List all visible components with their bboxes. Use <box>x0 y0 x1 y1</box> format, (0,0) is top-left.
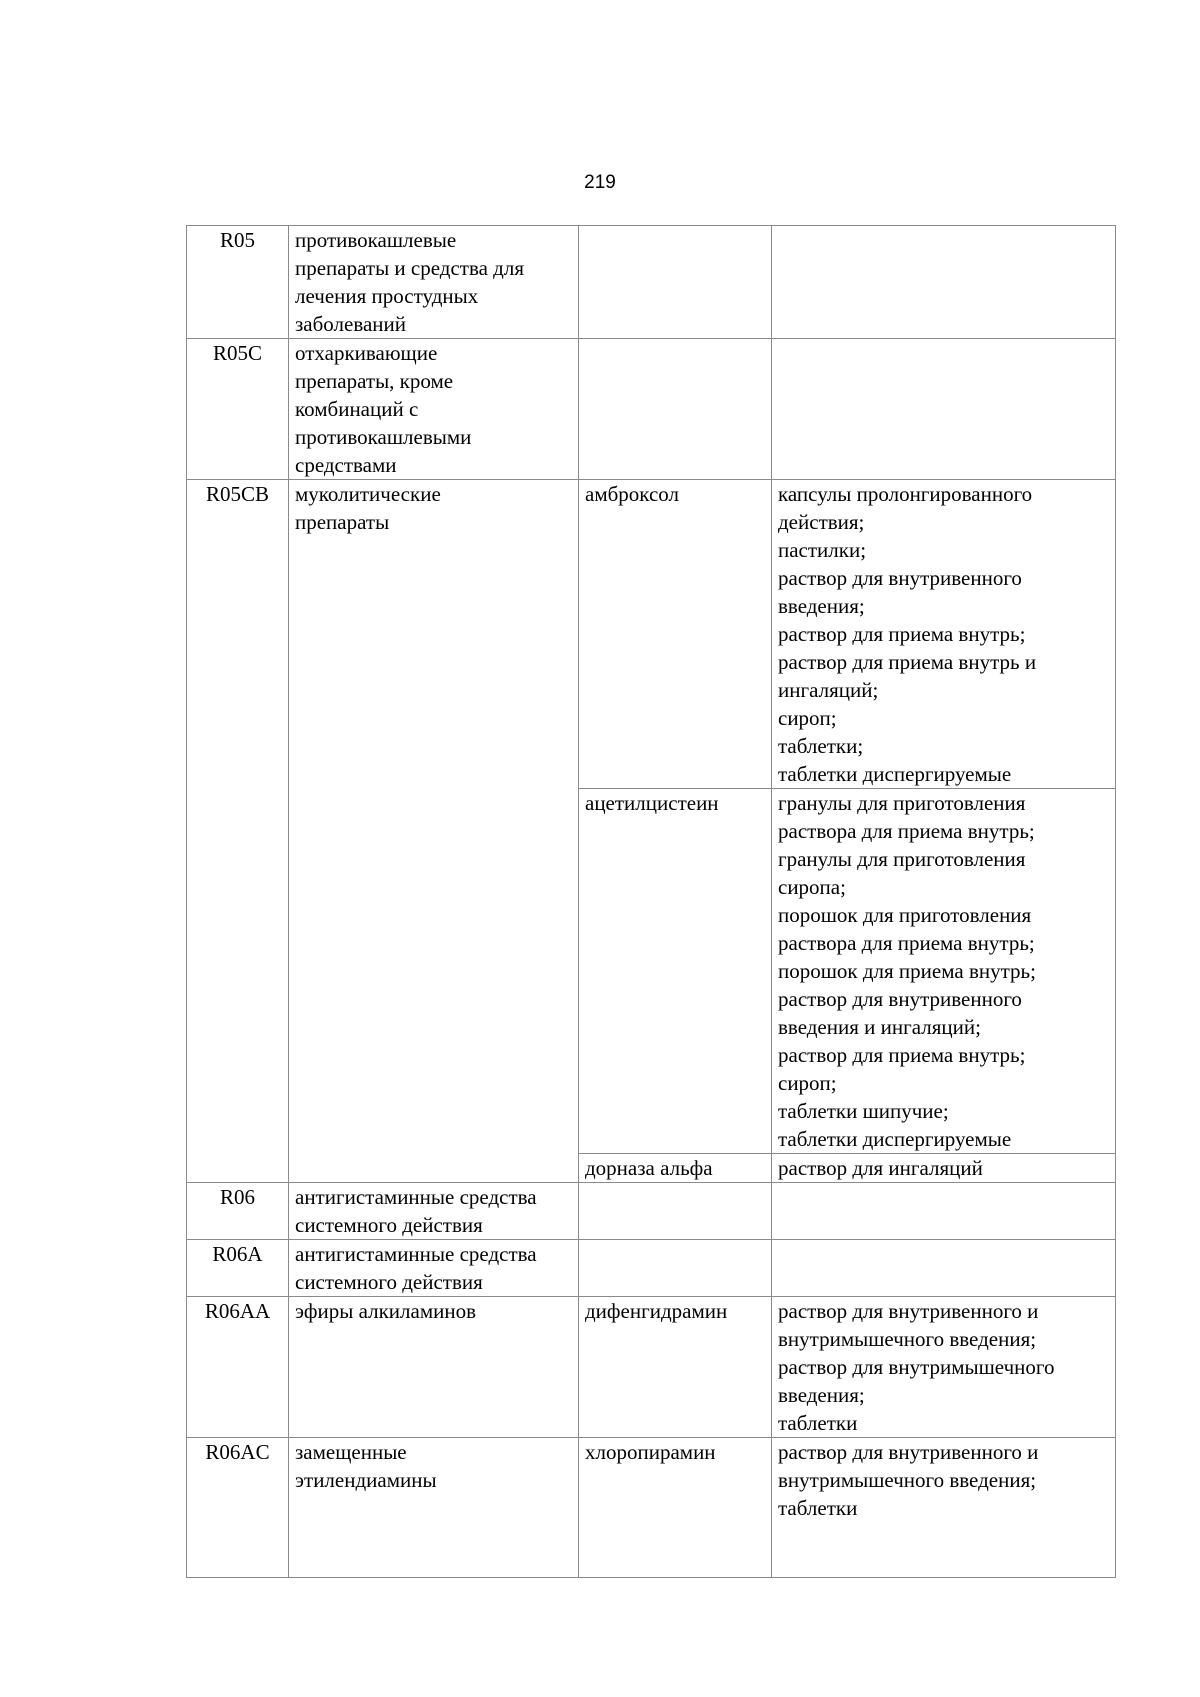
dosage-form-cell <box>772 1438 1116 1578</box>
dosage-form-line: раствор для внутривенного <box>778 566 1022 590</box>
atc-code-cell: R06AC <box>187 1438 289 1578</box>
group-name-line: препараты, кроме <box>295 369 454 393</box>
group-name-line: средствами <box>295 453 397 477</box>
page-number: 219 <box>584 172 616 193</box>
dosage-form-line: порошок для приема внутрь; <box>778 959 1036 983</box>
dosage-form-cell <box>772 339 1116 480</box>
group-name-line: системного действия <box>295 1270 483 1294</box>
drug-name-cell <box>579 339 772 480</box>
table-row <box>187 339 1116 480</box>
dosage-form-line: раствор для внутривенного и <box>778 1440 1039 1464</box>
dosage-form-line: раствор для внутривенного и <box>778 1299 1039 1323</box>
dosage-form-line: сироп; <box>778 1071 837 1095</box>
group-name-line: лечения простудных <box>295 284 479 308</box>
dosage-form-line: раствор для ингаляций <box>778 1156 983 1180</box>
dosage-form-cell <box>772 1240 1116 1297</box>
dosage-form-line: гранулы для приготовления <box>778 847 1026 871</box>
drug-name-cell <box>579 226 772 339</box>
group-name-cell <box>289 480 579 1183</box>
dosage-form-cell <box>772 1297 1116 1438</box>
dosage-form-cell <box>772 226 1116 339</box>
group-name-cell <box>289 339 579 480</box>
group-name-line: замещенные <box>295 1440 407 1464</box>
dosage-form-line: внутримышечного введения; <box>778 1327 1037 1351</box>
group-name-cell <box>289 1297 579 1438</box>
atc-code-cell: R05CB <box>187 480 289 1183</box>
dosage-form-line: введения и ингаляций; <box>778 1015 981 1039</box>
group-name-line: антигистаминные средства <box>295 1185 537 1209</box>
group-name-line: препараты и средства для <box>295 256 525 280</box>
group-name-line: системного действия <box>295 1213 483 1237</box>
dosage-form-line: сиропа; <box>778 875 846 899</box>
dosage-form-line: раствор для приема внутрь; <box>778 1043 1026 1067</box>
dosage-form-cell <box>772 1154 1116 1183</box>
atc-code-cell: R05C <box>187 339 289 480</box>
table-row <box>187 1183 1116 1240</box>
dosage-form-line: введения; <box>778 1383 865 1407</box>
table-row <box>187 1297 1116 1438</box>
group-name-line: отхаркивающие <box>295 341 438 365</box>
group-name-line: эфиры алкиламинов <box>295 1299 477 1323</box>
group-name-cell <box>289 1438 579 1578</box>
group-name-line: антигистаминные средства <box>295 1242 537 1266</box>
atc-code-cell: R06AA <box>187 1297 289 1438</box>
group-name-line: противокашлевые <box>295 228 457 252</box>
dosage-form-line: раствор для приема внутрь; <box>778 622 1026 646</box>
table-row <box>187 1438 1116 1578</box>
dosage-form-line: раствора для приема внутрь; <box>778 931 1035 955</box>
dosage-form-line: раствор для приема внутрь и <box>778 650 1037 674</box>
dosage-form-line: ингаляций; <box>778 678 879 702</box>
dosage-form-line: гранулы для приготовления <box>778 791 1026 815</box>
dosage-form-line: пастилки; <box>778 538 867 562</box>
dosage-form-cell <box>772 789 1116 1154</box>
dosage-form-line: раствор для внутривенного <box>778 987 1022 1011</box>
dosage-form-line: таблетки диспергируемые <box>778 762 1012 786</box>
drug-name-cell: амброксол <box>579 480 772 789</box>
drug-name-cell <box>579 1240 772 1297</box>
group-name-line: этилендиамины <box>295 1468 437 1492</box>
table-row <box>187 1240 1116 1297</box>
drug-name-cell: дорназа альфа <box>579 1154 772 1183</box>
drug-name-cell: хлоропирамин <box>579 1438 772 1578</box>
atc-code-cell: R05 <box>187 226 289 339</box>
dosage-form-line: таблетки <box>778 1496 858 1520</box>
group-name-line: комбинаций с <box>295 397 419 421</box>
dosage-form-line: действия; <box>778 510 865 534</box>
group-name-line: муколитические <box>295 482 441 506</box>
dosage-form-line: таблетки диспергируемые <box>778 1127 1012 1151</box>
drug-name-cell <box>579 1183 772 1240</box>
dosage-form-line: таблетки <box>778 1411 858 1435</box>
dosage-form-cell <box>772 480 1116 789</box>
dosage-form-cell <box>772 1183 1116 1240</box>
group-name-line: противокашлевыми <box>295 425 472 449</box>
dosage-form-line: таблетки шипучие; <box>778 1099 949 1123</box>
drug-classification-table <box>186 225 1116 1578</box>
group-name-line: препараты <box>295 510 390 534</box>
drug-name-cell: дифенгидрамин <box>579 1297 772 1438</box>
dosage-form-line: порошок для приготовления <box>778 903 1032 927</box>
table-row <box>187 480 1116 789</box>
group-name-cell <box>289 226 579 339</box>
atc-code-cell: R06 <box>187 1183 289 1240</box>
dosage-form-line: раствор для внутримышечного <box>778 1355 1055 1379</box>
dosage-form-line: сироп; <box>778 706 837 730</box>
dosage-form-line: введения; <box>778 594 865 618</box>
group-name-cell <box>289 1240 579 1297</box>
atc-code-cell: R06A <box>187 1240 289 1297</box>
dosage-form-line: капсулы пролонгированного <box>778 482 1033 506</box>
group-name-line: заболеваний <box>295 312 406 336</box>
dosage-form-line: внутримышечного введения; <box>778 1468 1037 1492</box>
dosage-form-line: раствора для приема внутрь; <box>778 819 1035 843</box>
table-row <box>187 226 1116 339</box>
drug-name-cell: ацетилцистеин <box>579 789 772 1154</box>
dosage-form-line: таблетки; <box>778 734 864 758</box>
group-name-cell <box>289 1183 579 1240</box>
